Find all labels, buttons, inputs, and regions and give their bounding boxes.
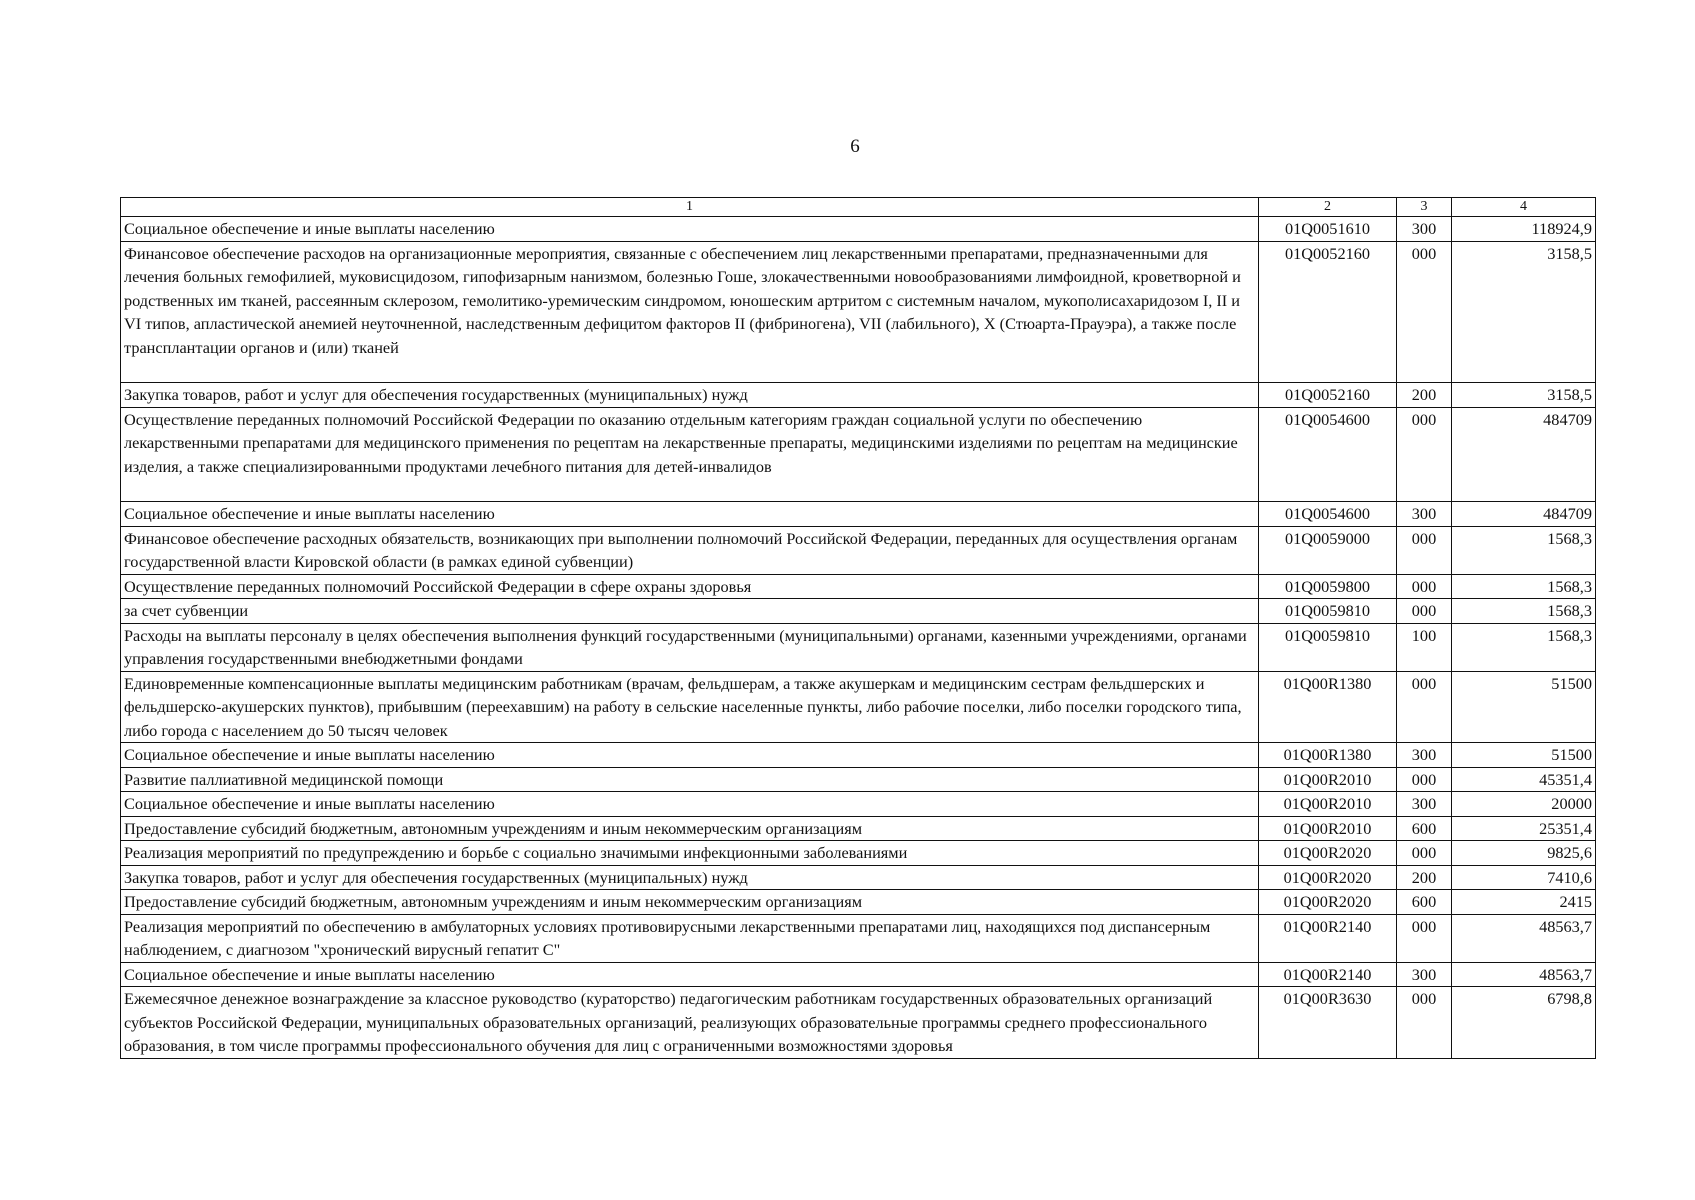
row-code-cell: 01Q00R1380 [1259, 671, 1397, 743]
table-row [121, 502, 1596, 527]
table-row [121, 743, 1596, 768]
row-code-cell: 01Q0054600 [1259, 407, 1397, 502]
row-amount-cell: 118924,9 [1452, 217, 1596, 242]
row-kind-cell: 000 [1397, 841, 1452, 866]
row-code-cell: 01Q00R1380 [1259, 743, 1397, 768]
row-name-cell: за счет субвенции [121, 599, 1259, 624]
table-row [121, 407, 1596, 502]
row-name-cell: Закупка товаров, работ и услуг для обеспечения государственных (муниципальных) нужд [121, 865, 1259, 890]
row-kind-cell: 000 [1397, 407, 1452, 502]
row-kind-cell: 100 [1397, 623, 1452, 671]
row-name-cell: Финансовое обеспечение расходных обязательств, возникающих при выполнении полномочий Российской Федерации, переданных для осуществления органам государственной власти Кировской области (в рамках единой субвенции) [121, 526, 1259, 574]
row-kind-cell: 000 [1397, 599, 1452, 624]
header-col-1: 1 [121, 198, 1259, 217]
row-kind-cell: 200 [1397, 865, 1452, 890]
table-body [121, 217, 1596, 1059]
row-name-cell: Предоставление субсидий бюджетным, автономным учреждениям и иным некоммерческим организациям [121, 890, 1259, 915]
row-kind-cell: 300 [1397, 792, 1452, 817]
row-amount-cell: 3158,5 [1452, 383, 1596, 408]
header-row [121, 198, 1596, 217]
table-row [121, 792, 1596, 817]
table-row [121, 865, 1596, 890]
row-code-cell: 01Q00R2010 [1259, 767, 1397, 792]
row-name-cell: Осуществление переданных полномочий Российской Федерации в сфере охраны здоровья [121, 574, 1259, 599]
row-name-cell: Социальное обеспечение и иные выплаты населению [121, 217, 1259, 242]
table-row [121, 526, 1596, 574]
table-row [121, 816, 1596, 841]
row-kind-cell: 000 [1397, 526, 1452, 574]
table-row [121, 987, 1596, 1059]
row-kind-cell: 000 [1397, 987, 1452, 1059]
row-kind-cell: 300 [1397, 502, 1452, 527]
row-name-cell: Осуществление переданных полномочий Российской Федерации по оказанию отдельным категориям граждан социальной услуги по обеспечению лекарственными препаратами для медицинского применения по рецептам на лекарственные препараты, медицинскими изделиями по рецептам на медицинские изделия, а также специализированными продуктами лечебного питания для детей-инвалидов [121, 407, 1259, 502]
row-amount-cell: 20000 [1452, 792, 1596, 817]
table-row [121, 217, 1596, 242]
row-name-cell: Социальное обеспечение и иные выплаты населению [121, 962, 1259, 987]
row-code-cell: 01Q0054600 [1259, 502, 1397, 527]
row-amount-cell: 484709 [1452, 407, 1596, 502]
row-name-cell: Единовременные компенсационные выплаты медицинским работникам (врачам, фельдшерам, а также акушеркам и медицинским сестрам фельдшерских и фельдшерско-акушерских пунктов), прибывшим (переехавшим) на работу в сельские населенные пункты, либо рабочие поселки, либо поселки городского типа, либо города с населением до 50 тысяч человек [121, 671, 1259, 743]
row-name-cell: Ежемесячное денежное вознаграждение за классное руководство (кураторство) педагогическим работникам государственных образовательных организаций субъектов Российской Федерации, муниципальных образовательных организаций, реализующих образовательные программы среднего профессионального образования, в том числе программы профессионального обучения для лиц с ограниченными возможностями здоровья [121, 987, 1259, 1059]
budget-table [120, 197, 1596, 1059]
row-name-cell: Реализация мероприятий по предупреждению и борьбе с социально значимыми инфекционными заболеваниями [121, 841, 1259, 866]
row-name-cell: Расходы на выплаты персоналу в целях обеспечения выполнения функций государственными (муниципальными) органами, казенными учреждениями, органами управления государственными внебюджетными фондами [121, 623, 1259, 671]
row-name-cell: Предоставление субсидий бюджетным, автономным учреждениям и иным некоммерческим организациям [121, 816, 1259, 841]
row-kind-cell: 600 [1397, 816, 1452, 841]
table-row [121, 241, 1596, 383]
table-row [121, 623, 1596, 671]
row-amount-cell: 48563,7 [1452, 914, 1596, 962]
row-kind-cell: 000 [1397, 914, 1452, 962]
header-col-2: 2 [1259, 198, 1397, 217]
row-code-cell: 01Q00R2020 [1259, 890, 1397, 915]
row-kind-cell: 300 [1397, 962, 1452, 987]
row-amount-cell: 1568,3 [1452, 599, 1596, 624]
row-code-cell: 01Q0059000 [1259, 526, 1397, 574]
row-amount-cell: 51500 [1452, 743, 1596, 768]
table-row [121, 841, 1596, 866]
row-kind-cell: 000 [1397, 767, 1452, 792]
row-code-cell: 01Q00R2020 [1259, 865, 1397, 890]
row-amount-cell: 1568,3 [1452, 574, 1596, 599]
row-code-cell: 01Q00R2010 [1259, 816, 1397, 841]
row-amount-cell: 1568,3 [1452, 623, 1596, 671]
row-code-cell: 01Q00R2140 [1259, 914, 1397, 962]
row-kind-cell: 000 [1397, 574, 1452, 599]
header-col-3: 3 [1397, 198, 1452, 217]
row-code-cell: 01Q00R2010 [1259, 792, 1397, 817]
table-row [121, 574, 1596, 599]
row-amount-cell: 3158,5 [1452, 241, 1596, 383]
table-row [121, 383, 1596, 408]
table-row [121, 599, 1596, 624]
row-kind-cell: 000 [1397, 671, 1452, 743]
row-amount-cell: 1568,3 [1452, 526, 1596, 574]
row-amount-cell: 7410,6 [1452, 865, 1596, 890]
row-code-cell: 01Q0051610 [1259, 217, 1397, 242]
row-kind-cell: 600 [1397, 890, 1452, 915]
row-name-cell: Закупка товаров, работ и услуг для обеспечения государственных (муниципальных) нужд [121, 383, 1259, 408]
row-amount-cell: 9825,6 [1452, 841, 1596, 866]
row-name-cell: Финансовое обеспечение расходов на организационные мероприятия, связанные с обеспечением лиц лекарственными препаратами, предназначенными для лечения больных гемофилией, муковисцидозом, гипофизарным нанизмом, болезнью Гоше, злокачественными новообразованиями лимфоидной, кроветворной и родственных им тканей, рассеянным склерозом, гемолитико-уремическим синдромом, юношеским артритом с системным началом, мукополисахаридозом I, II и VI типов, апластической анемией неуточненной, наследственным дефицитом факторов II (фибриногена), VII (лабильного), X (Стюарта-Прауэра), а также после трансплантации органов и (или) тканей [121, 241, 1259, 383]
row-code-cell: 01Q00R3630 [1259, 987, 1397, 1059]
table-row [121, 890, 1596, 915]
row-amount-cell: 48563,7 [1452, 962, 1596, 987]
row-amount-cell: 484709 [1452, 502, 1596, 527]
row-kind-cell: 200 [1397, 383, 1452, 408]
row-amount-cell: 51500 [1452, 671, 1596, 743]
row-code-cell: 01Q00R2140 [1259, 962, 1397, 987]
row-amount-cell: 6798,8 [1452, 987, 1596, 1059]
table-row [121, 914, 1596, 962]
row-name-cell: Реализация мероприятий по обеспечению в амбулаторных условиях противовирусными лекарственными препаратами лиц, находящихся под диспансерным наблюдением, с диагнозом "хронический вирусный гепатит С" [121, 914, 1259, 962]
table-row [121, 962, 1596, 987]
row-kind-cell: 300 [1397, 217, 1452, 242]
row-code-cell: 01Q0059810 [1259, 623, 1397, 671]
page-number: 6 [850, 136, 860, 157]
row-code-cell: 01Q00R2020 [1259, 841, 1397, 866]
row-code-cell: 01Q0059810 [1259, 599, 1397, 624]
row-amount-cell: 2415 [1452, 890, 1596, 915]
row-amount-cell: 25351,4 [1452, 816, 1596, 841]
row-code-cell: 01Q0052160 [1259, 241, 1397, 383]
row-kind-cell: 000 [1397, 241, 1452, 383]
row-code-cell: 01Q0059800 [1259, 574, 1397, 599]
row-name-cell: Социальное обеспечение и иные выплаты населению [121, 502, 1259, 527]
row-code-cell: 01Q0052160 [1259, 383, 1397, 408]
header-col-4: 4 [1452, 198, 1596, 217]
row-name-cell: Социальное обеспечение и иные выплаты населению [121, 792, 1259, 817]
row-kind-cell: 300 [1397, 743, 1452, 768]
table-row [121, 767, 1596, 792]
row-name-cell: Развитие паллиативной медицинской помощи [121, 767, 1259, 792]
row-amount-cell: 45351,4 [1452, 767, 1596, 792]
table-row [121, 671, 1596, 743]
row-name-cell: Социальное обеспечение и иные выплаты населению [121, 743, 1259, 768]
